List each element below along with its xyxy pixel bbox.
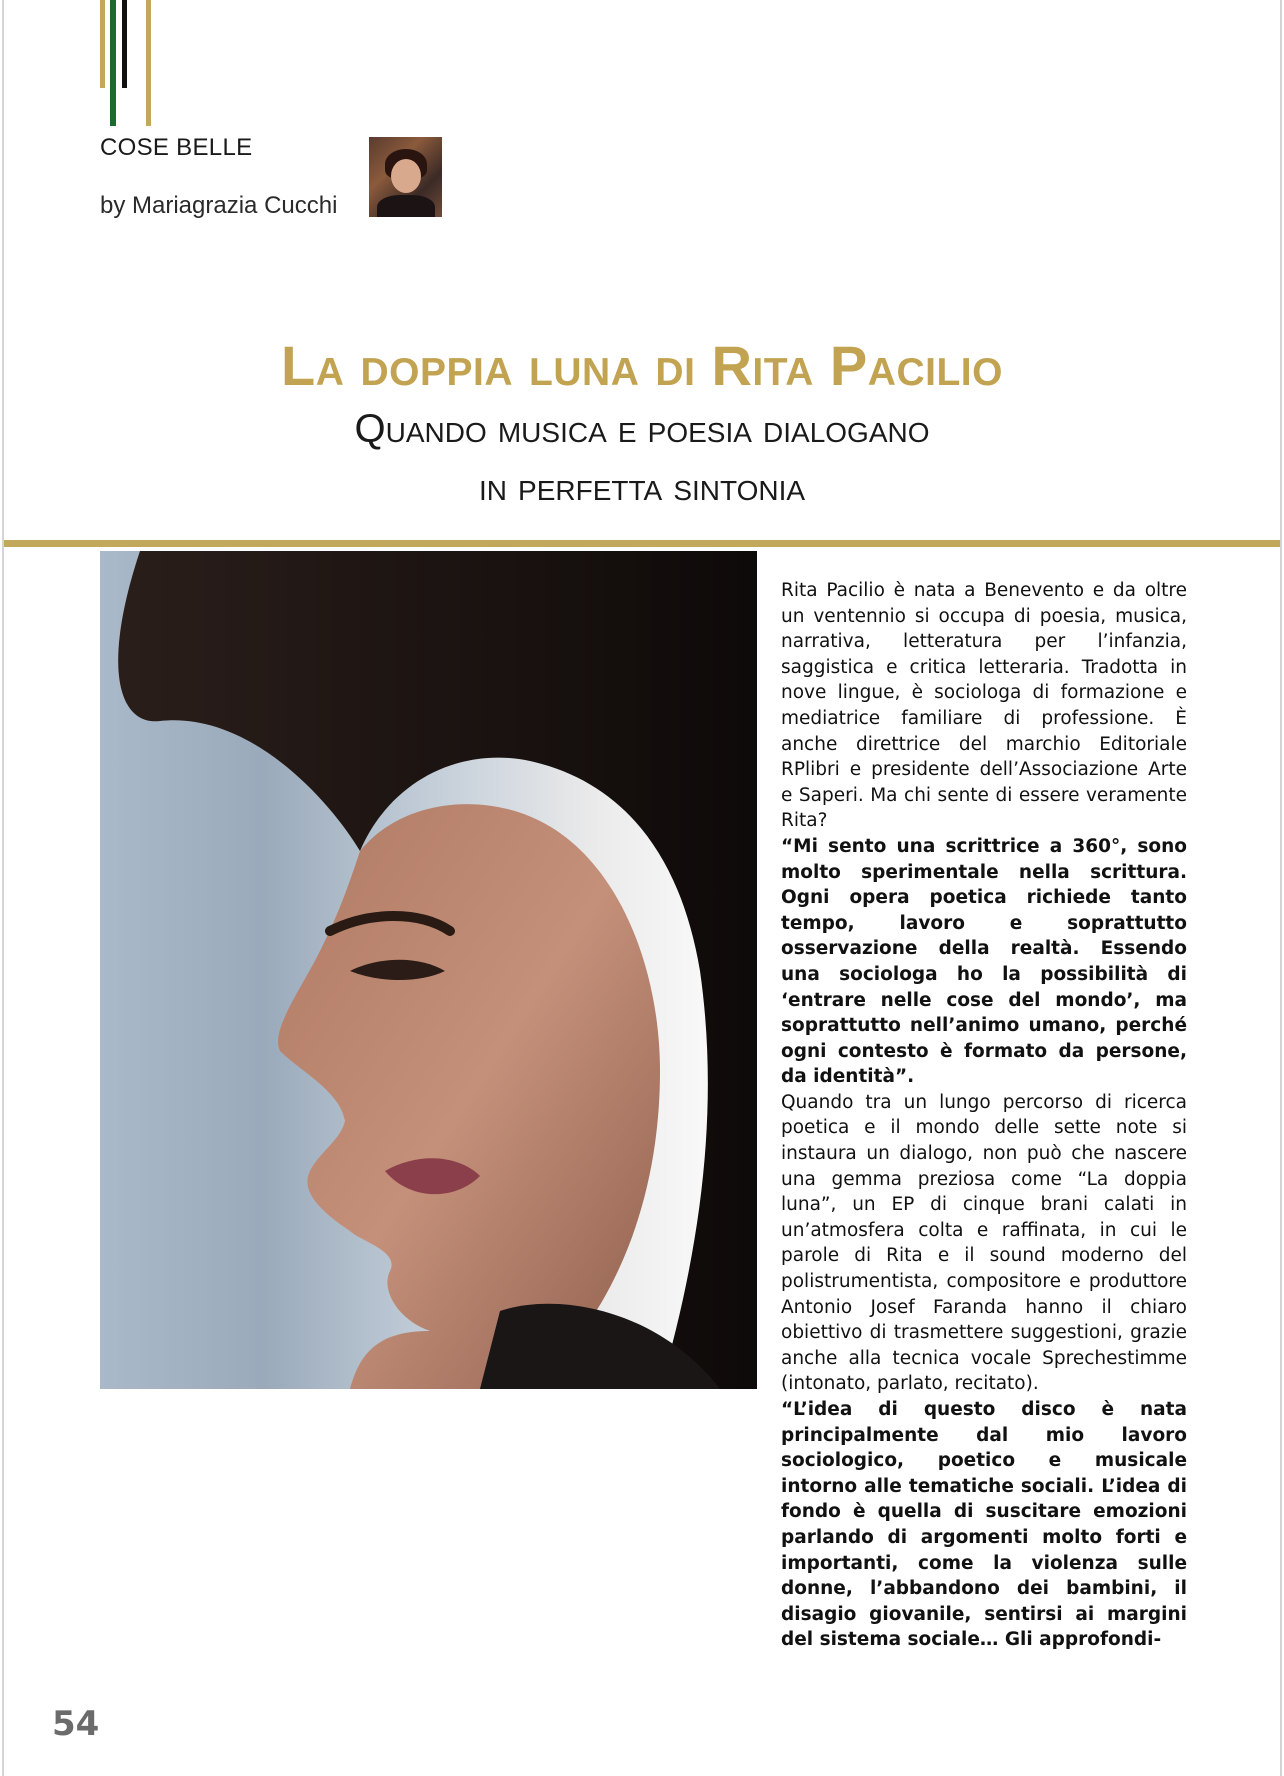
article-paragraph: Rita Pacilio è nata a Benevento e da oltre un ventennio si occupa di poesia, musica, narrativa, letteratura per l’infanzia, saggistica e critica letteraria. Tradotta in nove lingue, è sociologa di formazione e mediatrice familiare di professione. È anche direttrice del marchio Editoriale RPlibri e presidente dell’Associazione Arte e Saperi. Ma chi sente di essere veramente Rita? bbox=[781, 580, 1187, 832]
author-avatar bbox=[369, 137, 442, 217]
subtitle-line: Quando musica e poesia dialogano bbox=[354, 407, 930, 451]
author-byline: by Mariagrazia Cucchi bbox=[100, 192, 338, 219]
green-bar bbox=[110, 0, 116, 126]
decorative-bars bbox=[100, 0, 156, 128]
gold-divider bbox=[4, 540, 1280, 547]
gold-bar bbox=[146, 0, 151, 126]
article-paragraph: Quando tra un lungo percorso di ricerca poetica e il mondo delle sette note si instaura un dialogo, non può che nascere una gemma preziosa come “La doppia luna”, un EP di cinque brani calati in un’atmosfera colta e raffinata, in cui le parole di Rita e il sound moderno del polistrumentista, compositore e produttore Antonio Josef Faranda hanno il chiaro obiettivo di trasmettere suggestioni, grazie anche alla tecnica vocale Sprechestimme (intonato, parlato, recitato). bbox=[781, 1091, 1187, 1395]
page-number: 54 bbox=[52, 1704, 100, 1744]
article-quote: “L’idea di questo disco è nata principalmente dal mio lavoro sociologico, poetico e musicale intorno alle tematiche sociali. L’idea di fondo è quella di suscitare emozioni parlando di argomenti molto forti e importanti, come la violenza sulle donne, l’abbandono dei bambini, il disagio giovanile, sentirsi ai margini del sistema sociale… Gli approfondi- bbox=[781, 1399, 1187, 1651]
portrait-illustration bbox=[100, 551, 757, 1389]
article-quote: “Mi sento una scrittrice a 360°, sono molto sperimentale nella scrittura. Ogni opera poetica richiede tanto tempo, lavoro e soprattutto osservazione della realtà. Essendo una sociologa ho la possibilità di ‘entrare nelle cose del mondo’, ma soprattutto nell’animo umano, perché ogni contesto è formato da persone, da identità”. bbox=[781, 835, 1187, 1088]
section-label: COSE BELLE bbox=[100, 134, 253, 161]
article-title: La doppia luna di Rita Pacilio bbox=[281, 333, 1003, 397]
article-subtitle bbox=[0, 400, 1284, 516]
gold-bar bbox=[100, 0, 105, 88]
portrait-photo bbox=[100, 551, 757, 1389]
article-body bbox=[781, 578, 1187, 1653]
subtitle-line: in perfetta sintonia bbox=[478, 465, 806, 509]
black-bar bbox=[122, 0, 127, 88]
